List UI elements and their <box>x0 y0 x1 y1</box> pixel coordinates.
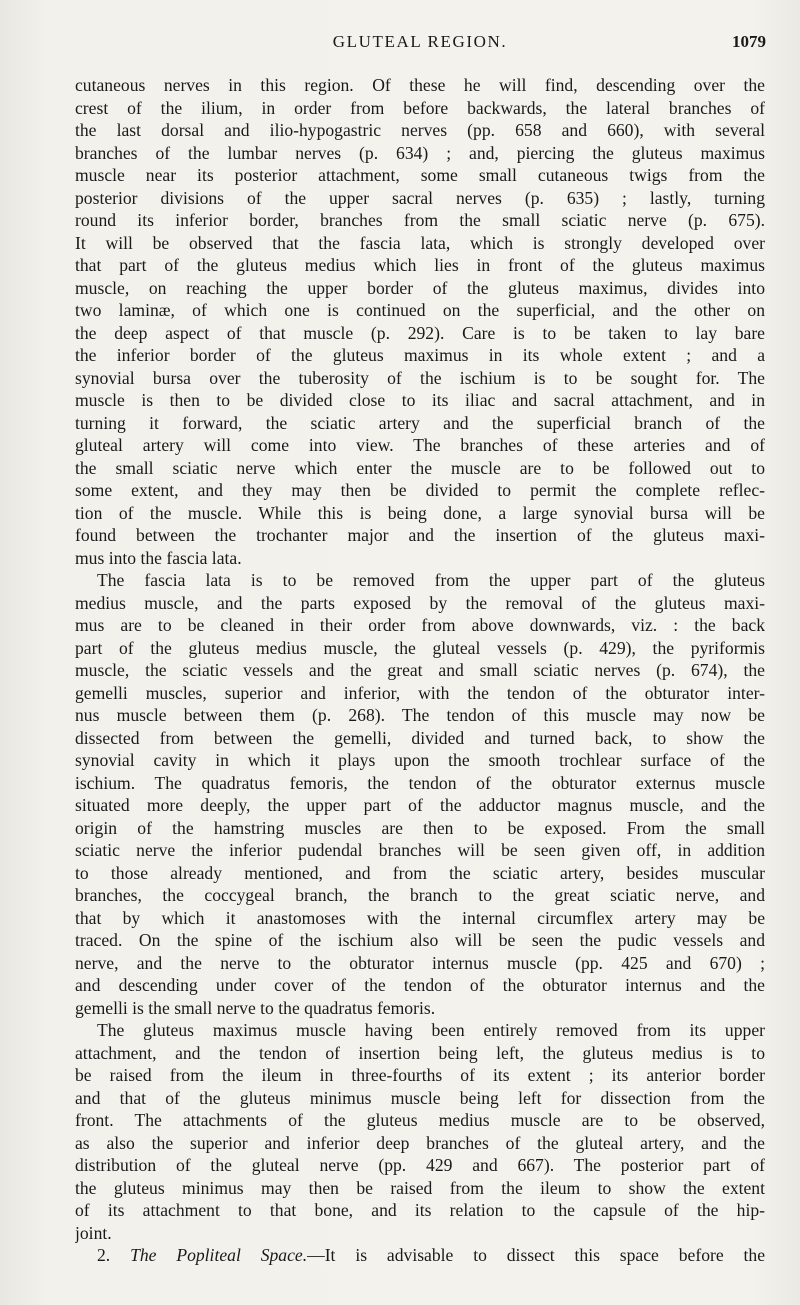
section-heading-line <box>75 1244 765 1267</box>
section-title: The Popliteal Space. <box>130 1245 308 1265</box>
text-line: and that of the gluteus minimus muscle being left for dissection from the <box>75 1087 765 1108</box>
section-text: —It is advisable to dissect this space before the <box>307 1245 765 1265</box>
page-number: 1079 <box>732 32 766 51</box>
text-line: tion of the muscle. While this is being done, a large synovial bursa will be <box>75 502 765 523</box>
text-line: ischium. The quadratus femoris, the tendon of the obturator externus muscle <box>75 772 765 793</box>
text-line: round its inferior border, branches from the small sciatic nerve (p. 675). <box>75 210 765 230</box>
text-line: distribution of the gluteal nerve (pp. 429 and 667). The posterior part of <box>75 1155 765 1175</box>
text-line: the inferior border of the gluteus maximus in its whole extent ; and a <box>75 345 765 365</box>
text-line: be raised from the ileum in three-fourths of its extent ; its anterior border <box>75 1065 765 1085</box>
text-line: branches, the coccygeal branch, the branch to the great sciatic nerve, and <box>75 885 765 905</box>
text-line: found between the trochanter major and the insertion of the gluteus maxi- <box>75 525 765 545</box>
text-line: and descending under cover of the tendon of the obturator internus and the <box>75 975 765 995</box>
text-line: two laminæ, of which one is continued on the superficial, and the other on <box>75 300 765 320</box>
text-line: muscle, on reaching the upper border of the gluteus maximus, divides into <box>75 277 765 298</box>
text-line: The fascia lata is to be removed from the upper part of the gluteus <box>97 570 765 590</box>
text-line: part of the gluteus medius muscle, the gluteal vessels (p. 429), the pyriformis <box>75 637 765 658</box>
text-line: medius muscle, and the parts exposed by the removal of the gluteus maxi- <box>75 592 765 613</box>
text-line: that part of the gluteus medius which lies in front of the gluteus maximus <box>75 255 765 275</box>
text-line: sciatic nerve the inferior pudendal branches will be seen given off, in addition <box>75 840 765 860</box>
text-line: gemelli muscles, superior and inferior, with the tendon of the obturator inter- <box>75 682 765 703</box>
text-line: front. The attachments of the gluteus medius muscle are to be observed, <box>75 1110 765 1130</box>
text-line: the deep aspect of that muscle (p. 292). Care is to be taken to lay bare <box>75 322 765 343</box>
text-line: traced. On the spine of the ischium also will be seen the pudic vessels and <box>75 930 765 950</box>
text-line: It will be observed that the fascia lata, which is strongly developed over <box>75 232 765 253</box>
text-line: as also the superior and inferior deep branches of the gluteal artery, and the <box>75 1132 765 1153</box>
text-line: that by which it anastomoses with the internal circumflex artery may be <box>75 907 765 928</box>
text-line: of its attachment to that bone, and its relation to the capsule of the hip- <box>75 1200 765 1220</box>
text-line: origin of the hamstring muscles are then to be exposed. From the small <box>75 817 765 838</box>
text-line: to those already mentioned, and from the sciatic artery, besides muscular <box>75 862 765 883</box>
text-line: some extent, and they may then be divided to permit the complete reflec- <box>75 480 765 500</box>
text-line: mus into the fascia lata. <box>75 547 242 568</box>
text-line: nerve, and the nerve to the obturator internus muscle (pp. 425 and 670) ; <box>75 952 765 973</box>
running-header <box>0 32 800 56</box>
text-line: posterior divisions of the upper sacral nerves (p. 635) ; lastly, turning <box>75 187 765 208</box>
text-line: the gluteus minimus may then be raised from the ileum to show the extent <box>75 1177 765 1198</box>
text-line: the last dorsal and ilio-hypogastric nerves (pp. 658 and 660), with several <box>75 120 765 140</box>
text-line: turning it forward, the sciatic artery and the superficial branch of the <box>75 412 765 433</box>
text-line: gemelli is the small nerve to the quadratus femoris. <box>75 997 436 1018</box>
text-line: dissected from between the gemelli, divided and turned back, to show the <box>75 727 765 748</box>
text-line: nus muscle between them (p. 268). The tendon of this muscle may now be <box>75 705 765 725</box>
text-line: muscle near its posterior attachment, some small cutaneous twigs from the <box>75 165 765 185</box>
text-line: the small sciatic nerve which enter the muscle are to be followed out to <box>75 457 765 478</box>
text-line: joint. <box>75 1222 112 1243</box>
section-number: 2. <box>97 1245 111 1265</box>
text-line: synovial bursa over the tuberosity of the ischium is to be sought for. The <box>75 367 765 388</box>
text-line: branches of the lumbar nerves (p. 634) ; and, piercing the gluteus maximus <box>75 142 765 163</box>
text-line: muscle is then to be divided close to its iliac and sacral attachment, and in <box>75 390 765 410</box>
text-line: synovial cavity in which it plays upon the smooth trochlear surface of the <box>75 750 765 770</box>
text-line: crest of the ilium, in order from before backwards, the lateral branches of <box>75 97 765 118</box>
text-line: muscle, the sciatic vessels and the great and small sciatic nerves (p. 674), the <box>75 660 765 680</box>
body-text <box>75 74 765 1267</box>
text-line: mus are to be cleaned in their order from above downwards, viz. : the back <box>75 615 765 635</box>
text-line: cutaneous nerves in this region. Of these he will find, descending over the <box>75 75 765 95</box>
running-title: GLUTEAL REGION. <box>332 32 508 51</box>
text-line: gluteal artery will come into view. The branches of these arteries and of <box>75 435 765 455</box>
text-line: The gluteus maximus muscle having been entirely removed from its upper <box>97 1020 765 1040</box>
text-line: situated more deeply, the upper part of the adductor magnus muscle, and the <box>75 795 765 815</box>
text-line: attachment, and the tendon of insertion being left, the gluteus medius is to <box>75 1042 765 1063</box>
